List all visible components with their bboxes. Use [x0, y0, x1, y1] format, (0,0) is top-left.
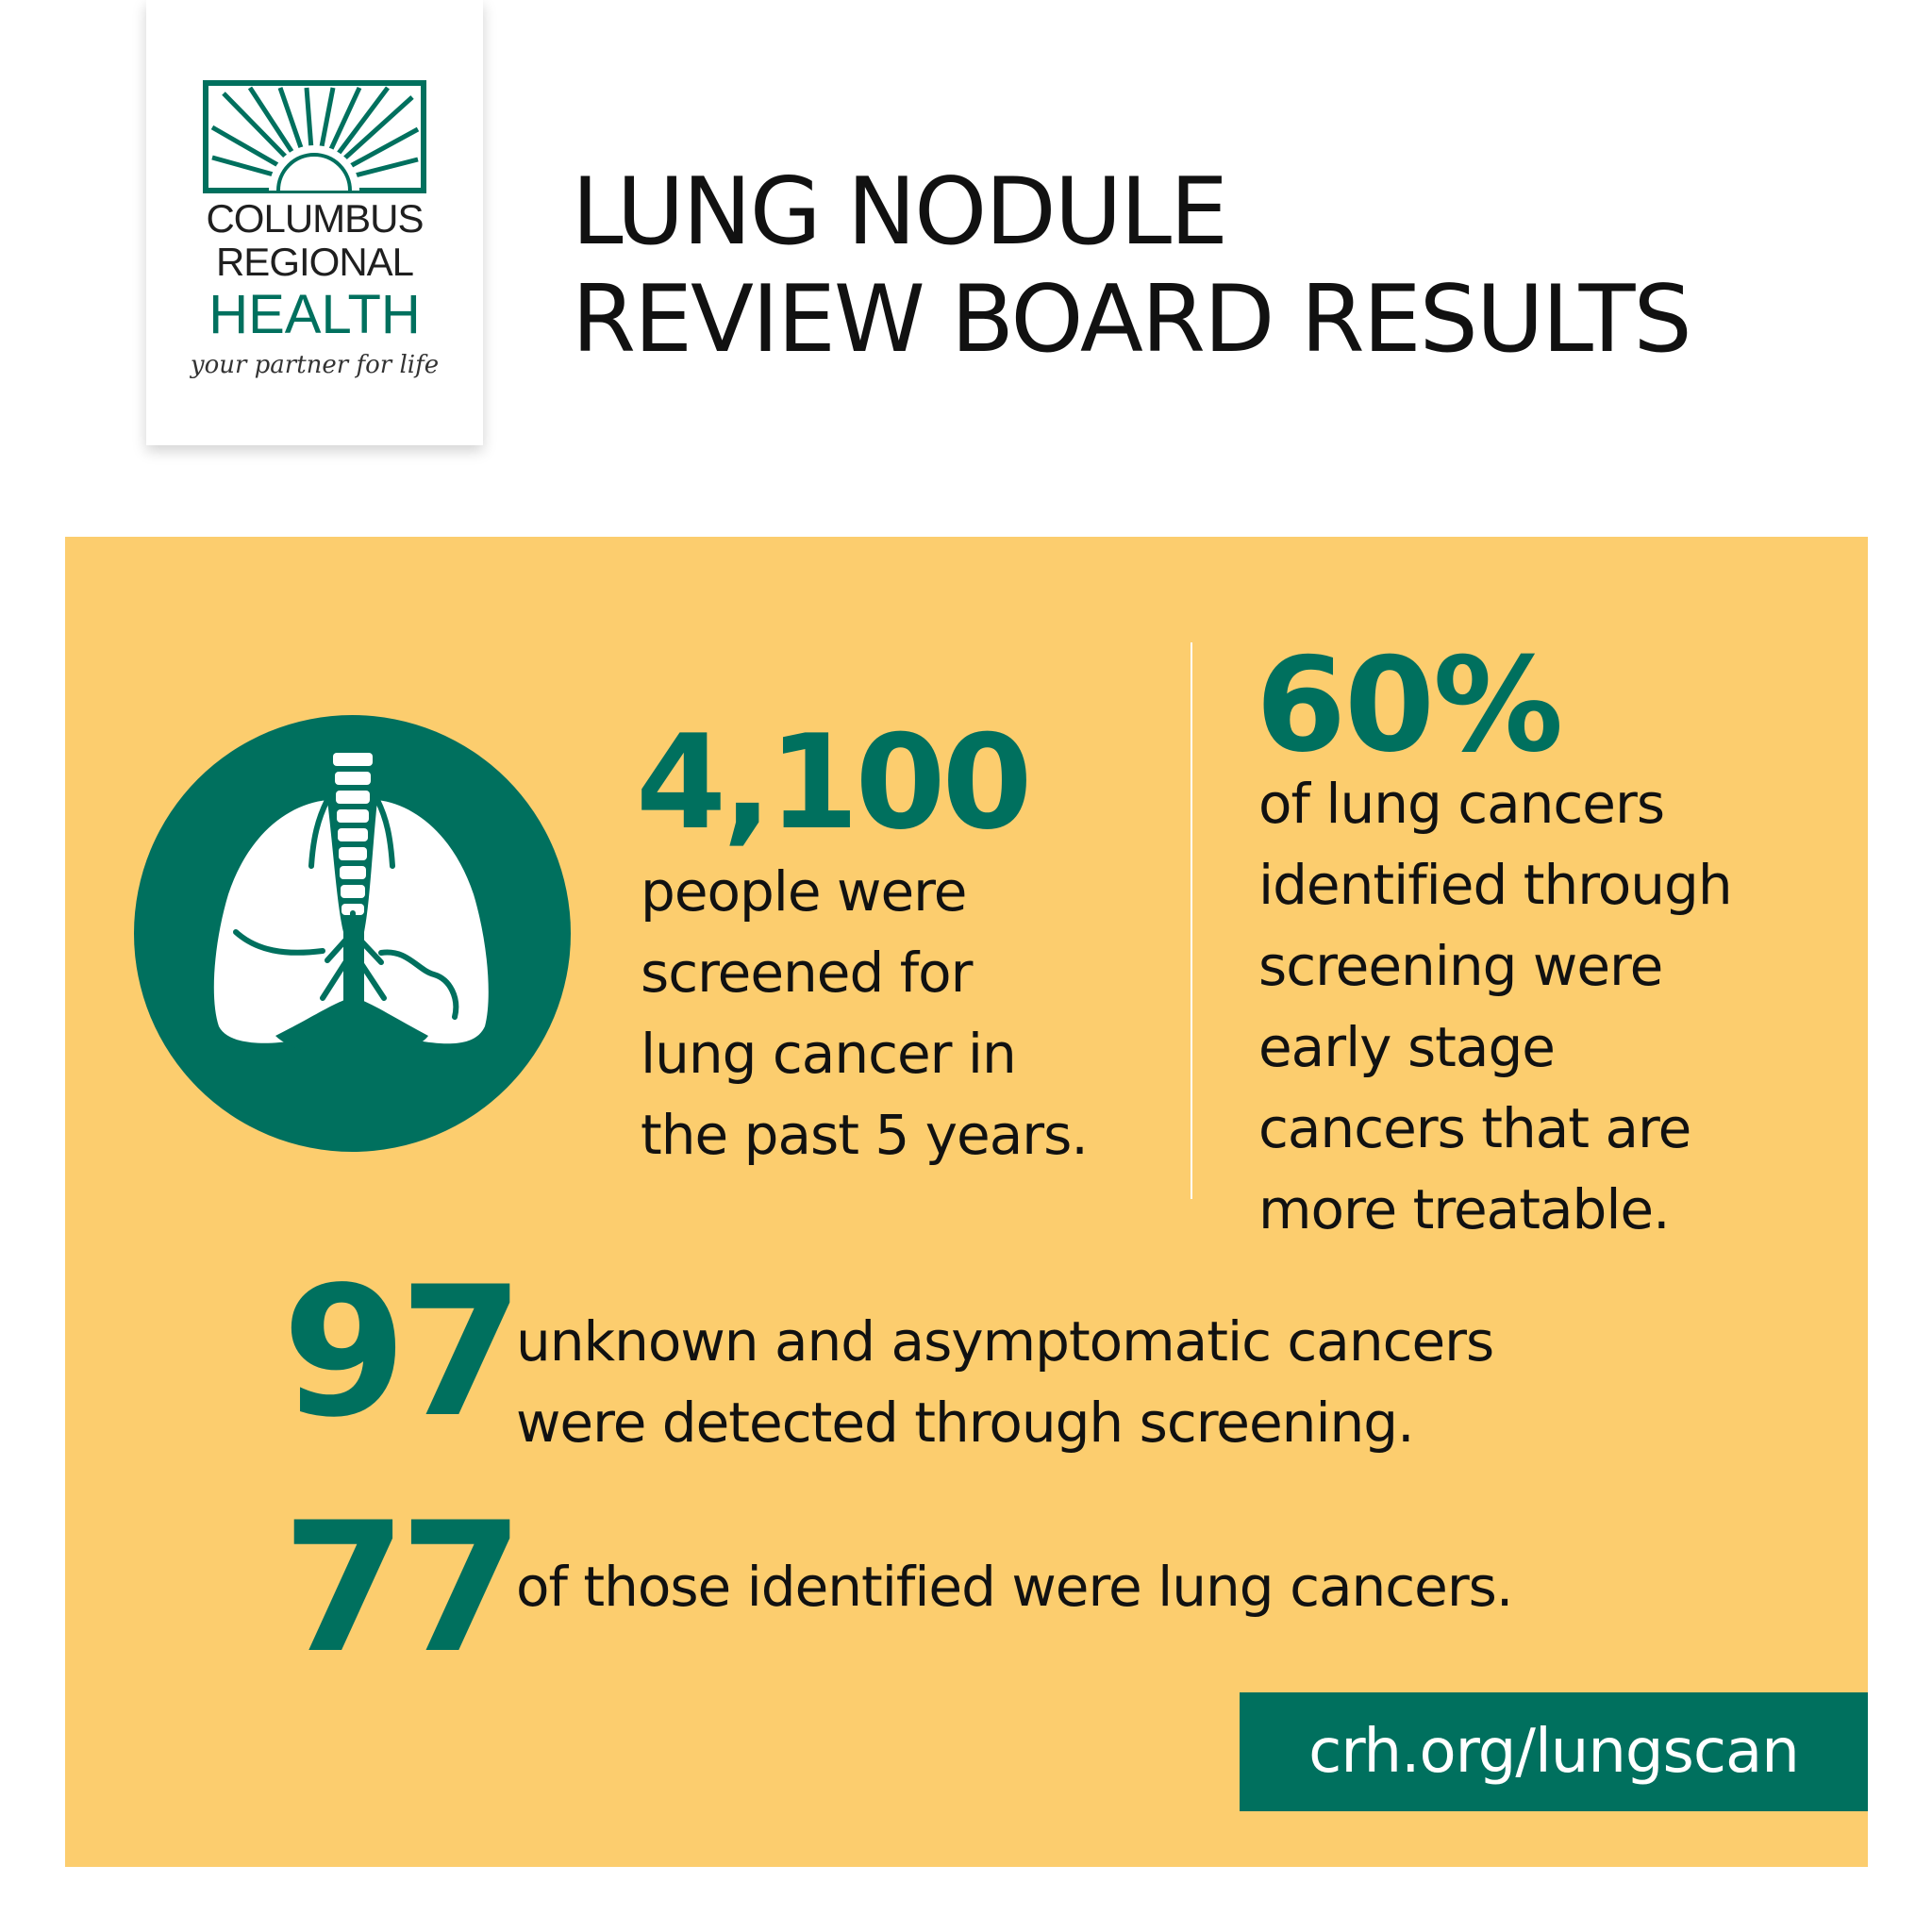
logo-text-line1: COLUMBUS: [206, 196, 424, 241]
stat-detected-line: unknown and asymptomatic cancers: [516, 1309, 1494, 1374]
stat-early-stage-line: early stage: [1258, 1015, 1555, 1079]
stats-panel: [65, 537, 1868, 1867]
logo-card: [146, 0, 483, 445]
sunrise-icon: [203, 80, 426, 193]
stat-early-stage-number: 60%: [1256, 629, 1562, 781]
stat-detected-line: were detected through screening.: [516, 1391, 1414, 1455]
stat-early-stage-line: more treatable.: [1258, 1177, 1670, 1241]
stat-lung-cancers-line: of those identified were lung cancers.: [516, 1555, 1513, 1619]
title-line2: REVIEW BOARD RESULTS: [572, 266, 1690, 374]
stat-early-stage-line: identified through: [1258, 853, 1732, 917]
website-link[interactable]: crh.org/lungscan: [1240, 1692, 1868, 1811]
stat-early-stage-line: cancers that are: [1258, 1096, 1691, 1160]
title-line1: LUNG NODULE: [572, 158, 1227, 266]
stat-screened-line: people were: [641, 859, 967, 924]
stat-lung-cancers-number: 77: [282, 1484, 517, 1692]
stat-screened-text: [641, 851, 1169, 1175]
stat-early-stage-text: [1258, 763, 1862, 1250]
stat-screened-line: screened for: [641, 941, 973, 1005]
stat-early-stage-line: screening were: [1258, 934, 1663, 998]
stat-lung-cancers-text: [516, 1546, 1837, 1627]
stat-screened-number: 4,100: [636, 707, 1029, 858]
stat-detected-number: 97: [282, 1248, 517, 1457]
stat-screened-line: lung cancer in: [641, 1022, 1016, 1086]
stat-screened-line: the past 5 years.: [641, 1103, 1088, 1167]
lungs-badge: [134, 715, 571, 1152]
column-divider: [1191, 642, 1192, 1199]
page-title: [572, 158, 1690, 374]
logo-text-line3: HEALTH: [208, 284, 421, 345]
lungs-icon: [134, 715, 571, 1152]
logo-text-line2: REGIONAL: [215, 240, 414, 284]
stat-detected-text: [516, 1301, 1837, 1463]
logo-tagline: your partner for life: [190, 351, 440, 379]
stat-early-stage-line: of lung cancers: [1258, 772, 1665, 836]
